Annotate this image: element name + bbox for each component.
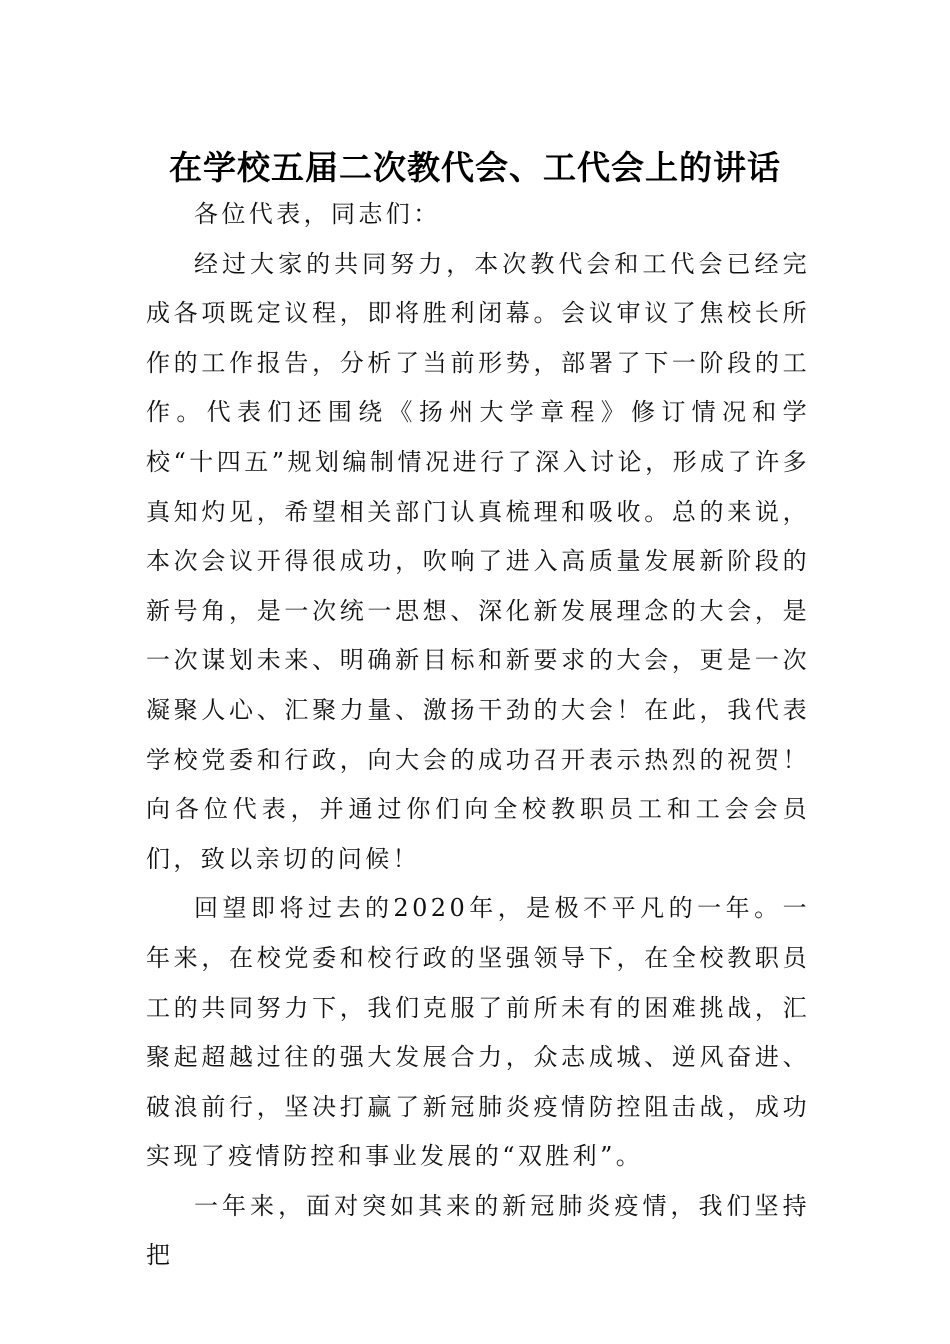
body-paragraph-1: 经过大家的共同努力，本次教代会和工代会已经完成各项既定议程，即将胜利闭幕。会议审议了焦校长所作的工作报告，分析了当前形势，部署了下一阶段的工作。代表们还围绕《扬州大学章程》修订情况和学校“十四五”规划编制情况进行了深入讨论，形成了许多真知灼见，希望相关部门认真梳理和吸收。总的来说，本次会议开得很成功，吹响了进入高质量发展新阶段的新号角，是一次统一思想、深化新发展理念的大会，是一次谋划未来、明确新目标和新要求的大会，更是一次凝聚人心、汇聚力量、激扬干劲的大会！在此，我代表学校党委和行政，向大会的成功召开表示热烈的祝贺！向各位代表，并通过你们向全校教职员工和工会会员们，致以亲切的问候！ [146, 249, 810, 873]
salutation-paragraph: 各位代表，同志们： [194, 200, 441, 228]
document-title: 在学校五届二次教代会、工代会上的讲话 [169, 148, 781, 187]
body-paragraph-3: 一年来，面对突如其来的新冠肺炎疫情，我们坚持把 [146, 1191, 810, 1270]
body-paragraph-2: 回望即将过去的2020年，是极不平凡的一年。一年来，在校党委和校行政的坚强领导下，在全校教职员工的共同努力下，我们克服了前所未有的困难挑战，汇聚起超越过往的强大发展合力，众志成城、逆风奋进、破浪前行，坚决打赢了新冠肺炎疫情防控阻击战，成功实现了疫情防控和事业发展的“双胜利”。 [146, 894, 810, 1171]
document-body [146, 190, 810, 1281]
